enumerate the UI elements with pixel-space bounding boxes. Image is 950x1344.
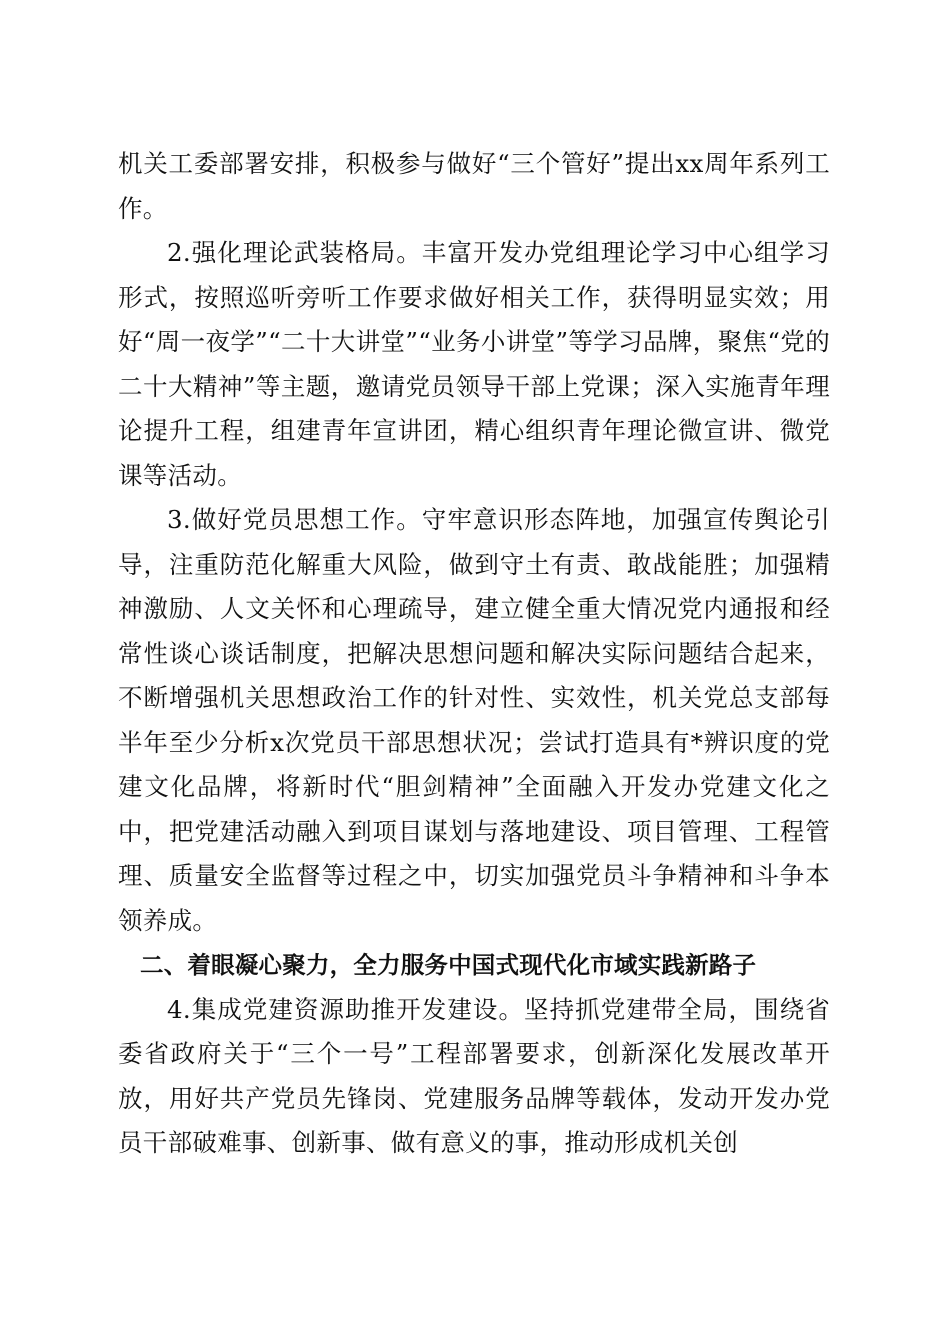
document-body	[118, 142, 830, 1166]
section-heading-2: 二、着眼凝心聚力，全力服务中国式现代化市域实践新路子	[140, 951, 757, 979]
paragraph-continuation: 机关工委部署安排，积极参与做好“三个管好”提出xx周年系列工作。	[118, 149, 830, 223]
paragraph-item-4: 4.集成党建资源助推开发建设。坚持抓党建带全局，围绕省委省政府关于“三个一号”工程部署要求，创新深化发展改革开放，用好共产党员先锋岗、党建服务品牌等载体，发动开发办党员干部破难事、创新事、做有意义的事，推动形成机关创	[118, 994, 830, 1157]
paragraph-item-3: 3.做好党员思想工作。守牢意识形态阵地，加强宣传舆论引导，注重防范化解重大风险，做到守土有责、敢战能胜；加强精神激励、人文关怀和心理疏导，建立健全重大情况党内通报和经常性谈心谈话制度，把解决思想问题和解决实际问题结合起来，不断增强机关思想政治工作的针对性、实效性，机关党总支部每半年至少分析x次党员干部思想状况；尝试打造具有*辨识度的党建文化品牌，将新时代“胆剑精神”全面融入开发办党建文化之中，把党建活动融入到项目谋划与落地建设、项目管理、工程管理、质量安全监督等过程之中，切实加强党员斗争精神和斗争本领养成。	[118, 505, 830, 935]
paragraph-item-2: 2.强化理论武装格局。丰富开发办党组理论学习中心组学习形式，按照巡听旁听工作要求做好相关工作，获得明显实效；用好“周一夜学”“二十大讲堂”“业务小讲堂”等学习品牌，聚焦“党的二十大精神”等主题，邀请党员领导干部上党课；深入实施青年理论提升工程，组建青年宣讲团，精心组织青年理论微宣讲、微党课等活动。	[118, 238, 830, 490]
